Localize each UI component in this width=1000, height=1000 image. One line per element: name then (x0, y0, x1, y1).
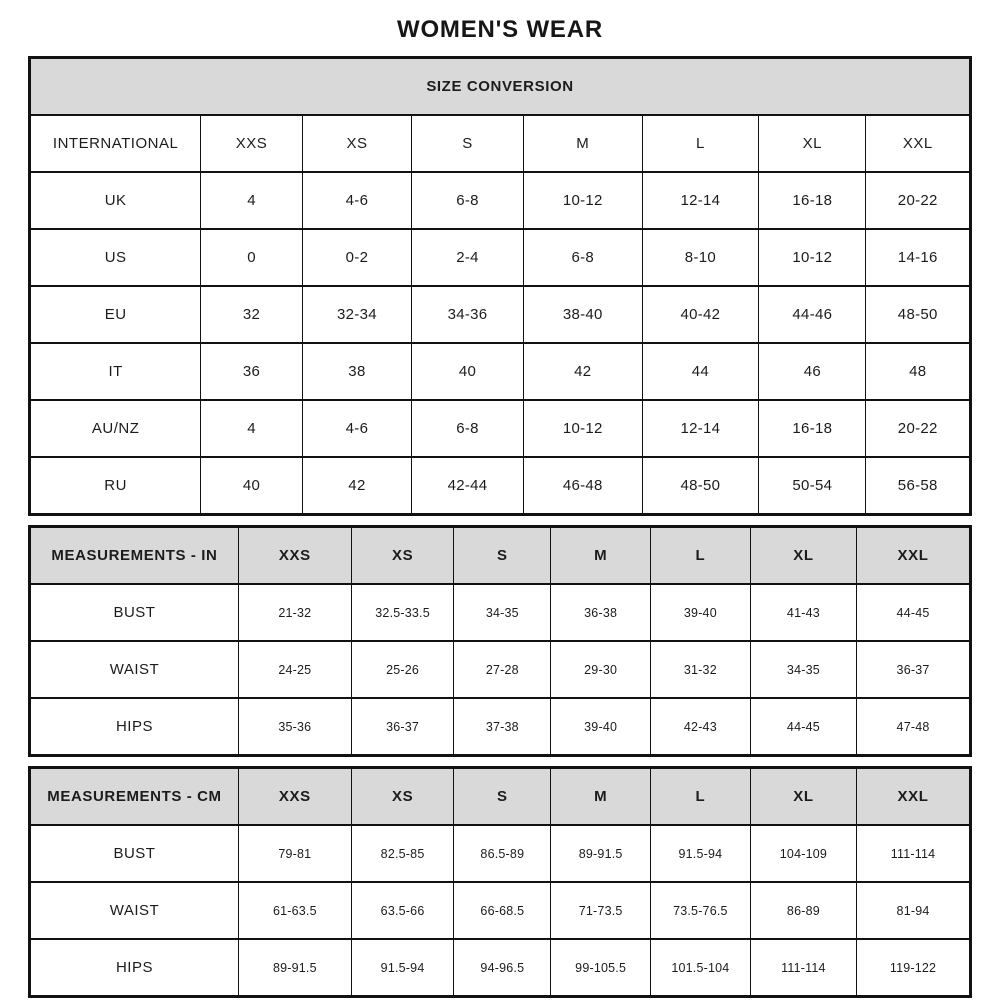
measurements-in-col-header-5: L (651, 527, 751, 585)
measurements-cm-row-label-1: WAIST (30, 882, 239, 939)
size-conversion-col-header-5: L (642, 115, 759, 172)
size-conversion-cell-1-5: 10-12 (759, 229, 866, 286)
measurements-in-row-2 (30, 698, 971, 756)
measurements-cm-row-1 (30, 882, 971, 939)
measurements-in-cell-0-6: 44-45 (857, 584, 971, 641)
size-conversion-cell-4-5: 16-18 (759, 400, 866, 457)
measurements-cm-col-header-0: MEASUREMENTS - CM (30, 768, 239, 826)
measurements-in-cell-2-6: 47-48 (857, 698, 971, 756)
measurements-in-cell-0-5: 41-43 (750, 584, 856, 641)
size-conversion-cell-1-4: 8-10 (642, 229, 759, 286)
size-conversion-cell-4-4: 12-14 (642, 400, 759, 457)
size-conversion-col-header-0: INTERNATIONAL (30, 115, 201, 172)
measurements-in-row-label-0: BUST (30, 584, 239, 641)
measurements-in-cell-2-4: 42-43 (651, 698, 751, 756)
measurements-in-cell-1-6: 36-37 (857, 641, 971, 698)
size-conversion-row-label-2: EU (30, 286, 201, 343)
size-conversion-cell-5-4: 48-50 (642, 457, 759, 515)
size-conversion-cell-5-1: 42 (302, 457, 411, 515)
measurements-cm-cell-2-6: 119-122 (857, 939, 971, 997)
size-conversion-cell-5-3: 46-48 (523, 457, 642, 515)
size-conversion-cell-3-5: 46 (759, 343, 866, 400)
size-conversion-table (28, 56, 972, 516)
size-conversion-row-2 (30, 286, 971, 343)
size-conversion-cell-5-0: 40 (201, 457, 303, 515)
size-conversion-cell-3-3: 42 (523, 343, 642, 400)
size-conversion-cell-1-2: 2-4 (412, 229, 524, 286)
measurements-cm-cell-0-3: 89-91.5 (551, 825, 651, 882)
measurements-cm-cell-2-3: 99-105.5 (551, 939, 651, 997)
measurements-cm-col-header-4: M (551, 768, 651, 826)
size-conversion-cell-0-5: 16-18 (759, 172, 866, 229)
measurements-in-row-0 (30, 584, 971, 641)
size-conversion-cell-2-6: 48-50 (866, 286, 971, 343)
size-conversion-cell-0-3: 10-12 (523, 172, 642, 229)
size-conversion-cell-1-0: 0 (201, 229, 303, 286)
size-conversion-col-header-1: XXS (201, 115, 303, 172)
measurements-cm-cell-2-4: 101.5-104 (651, 939, 751, 997)
size-conversion-row-1 (30, 229, 971, 286)
measurements-in-header-row (30, 527, 971, 585)
size-conversion-cell-2-3: 38-40 (523, 286, 642, 343)
measurements-cm-col-header-3: S (454, 768, 551, 826)
measurements-in-row-label-2: HIPS (30, 698, 239, 756)
measurements-cm-col-header-2: XS (351, 768, 454, 826)
measurements-in-row-label-1: WAIST (30, 641, 239, 698)
measurements-cm-table (28, 766, 972, 998)
size-conversion-cell-2-5: 44-46 (759, 286, 866, 343)
measurements-in-cell-1-1: 25-26 (351, 641, 454, 698)
measurements-cm-cell-2-2: 94-96.5 (454, 939, 551, 997)
measurements-in-cell-1-4: 31-32 (651, 641, 751, 698)
size-conversion-col-header-4: M (523, 115, 642, 172)
measurements-in-col-header-3: S (454, 527, 551, 585)
measurements-cm-cell-1-1: 63.5-66 (351, 882, 454, 939)
measurements-cm-cell-2-5: 111-114 (750, 939, 856, 997)
measurements-in-table (28, 525, 972, 757)
measurements-in-cell-2-1: 36-37 (351, 698, 454, 756)
measurements-in-col-header-6: XL (750, 527, 856, 585)
size-conversion-row-label-3: IT (30, 343, 201, 400)
measurements-cm-cell-0-5: 104-109 (750, 825, 856, 882)
measurements-cm-col-header-1: XXS (238, 768, 351, 826)
size-conversion-cell-0-1: 4-6 (302, 172, 411, 229)
size-conversion-cell-3-6: 48 (866, 343, 971, 400)
measurements-in-col-header-0: MEASUREMENTS - IN (30, 527, 239, 585)
size-conversion-row-4 (30, 400, 971, 457)
measurements-in-row-1 (30, 641, 971, 698)
size-conversion-cell-0-2: 6-8 (412, 172, 524, 229)
size-conversion-cell-4-0: 4 (201, 400, 303, 457)
size-conversion-cell-2-1: 32-34 (302, 286, 411, 343)
measurements-cm-header-row (30, 768, 971, 826)
size-conversion-cell-0-4: 12-14 (642, 172, 759, 229)
measurements-in-cell-0-2: 34-35 (454, 584, 551, 641)
measurements-in-cell-1-3: 29-30 (551, 641, 651, 698)
measurements-cm-col-header-7: XXL (857, 768, 971, 826)
measurements-in-col-header-1: XXS (238, 527, 351, 585)
size-conversion-cell-1-1: 0-2 (302, 229, 411, 286)
size-conversion-row-label-0: UK (30, 172, 201, 229)
measurements-cm-col-header-6: XL (750, 768, 856, 826)
size-conversion-cell-2-0: 32 (201, 286, 303, 343)
measurements-cm-cell-1-6: 81-94 (857, 882, 971, 939)
measurements-cm-cell-0-1: 82.5-85 (351, 825, 454, 882)
measurements-in-col-header-4: M (551, 527, 651, 585)
size-conversion-banner: SIZE CONVERSION (30, 58, 971, 116)
size-conversion-row-label-5: RU (30, 457, 201, 515)
size-conversion-cell-3-2: 40 (412, 343, 524, 400)
size-conversion-cell-0-0: 4 (201, 172, 303, 229)
measurements-in-col-header-2: XS (351, 527, 454, 585)
size-conversion-row-0 (30, 172, 971, 229)
measurements-in-cell-2-2: 37-38 (454, 698, 551, 756)
measurements-cm-cell-2-1: 91.5-94 (351, 939, 454, 997)
measurements-cm-cell-0-2: 86.5-89 (454, 825, 551, 882)
size-conversion-row-label-4: AU/NZ (30, 400, 201, 457)
size-conversion-cell-4-1: 4-6 (302, 400, 411, 457)
measurements-in-cell-0-1: 32.5-33.5 (351, 584, 454, 641)
measurements-cm-cell-0-0: 79-81 (238, 825, 351, 882)
size-conversion-cell-3-0: 36 (201, 343, 303, 400)
measurements-cm-row-0 (30, 825, 971, 882)
size-conversion-col-header-3: S (412, 115, 524, 172)
measurements-in-col-header-7: XXL (857, 527, 971, 585)
size-conversion-cell-5-5: 50-54 (759, 457, 866, 515)
size-conversion-row-5 (30, 457, 971, 515)
measurements-cm-cell-0-4: 91.5-94 (651, 825, 751, 882)
size-conversion-row-label-1: US (30, 229, 201, 286)
measurements-in-cell-2-3: 39-40 (551, 698, 651, 756)
measurements-cm-cell-1-3: 71-73.5 (551, 882, 651, 939)
size-conversion-row-3 (30, 343, 971, 400)
size-conversion-header-row (30, 115, 971, 172)
measurements-cm-cell-1-4: 73.5-76.5 (651, 882, 751, 939)
size-conversion-cell-2-4: 40-42 (642, 286, 759, 343)
size-conversion-cell-5-6: 56-58 (866, 457, 971, 515)
measurements-in-cell-0-0: 21-32 (238, 584, 351, 641)
size-conversion-col-header-6: XL (759, 115, 866, 172)
size-conversion-cell-0-6: 20-22 (866, 172, 971, 229)
measurements-cm-cell-1-2: 66-68.5 (454, 882, 551, 939)
measurements-cm-col-header-5: L (651, 768, 751, 826)
measurements-in-cell-1-2: 27-28 (454, 641, 551, 698)
size-conversion-cell-4-6: 20-22 (866, 400, 971, 457)
size-conversion-cell-1-3: 6-8 (523, 229, 642, 286)
size-conversion-cell-2-2: 34-36 (412, 286, 524, 343)
measurements-cm-row-2 (30, 939, 971, 997)
measurements-cm-cell-1-5: 86-89 (750, 882, 856, 939)
size-conversion-banner-row (30, 58, 971, 116)
measurements-in-cell-1-5: 34-35 (750, 641, 856, 698)
measurements-cm-row-label-0: BUST (30, 825, 239, 882)
measurements-in-cell-1-0: 24-25 (238, 641, 351, 698)
measurements-in-cell-0-4: 39-40 (651, 584, 751, 641)
size-conversion-cell-4-2: 6-8 (412, 400, 524, 457)
measurements-in-cell-0-3: 36-38 (551, 584, 651, 641)
size-conversion-col-header-2: XS (302, 115, 411, 172)
measurements-cm-cell-2-0: 89-91.5 (238, 939, 351, 997)
size-conversion-cell-5-2: 42-44 (412, 457, 524, 515)
size-conversion-cell-1-6: 14-16 (866, 229, 971, 286)
page-title: WOMEN'S WEAR (397, 16, 603, 43)
measurements-cm-cell-1-0: 61-63.5 (238, 882, 351, 939)
size-conversion-cell-4-3: 10-12 (523, 400, 642, 457)
measurements-cm-cell-0-6: 111-114 (857, 825, 971, 882)
size-conversion-col-header-7: XXL (866, 115, 971, 172)
size-conversion-cell-3-4: 44 (642, 343, 759, 400)
size-conversion-cell-3-1: 38 (302, 343, 411, 400)
measurements-cm-row-label-2: HIPS (30, 939, 239, 997)
measurements-in-cell-2-0: 35-36 (238, 698, 351, 756)
measurements-in-cell-2-5: 44-45 (750, 698, 856, 756)
